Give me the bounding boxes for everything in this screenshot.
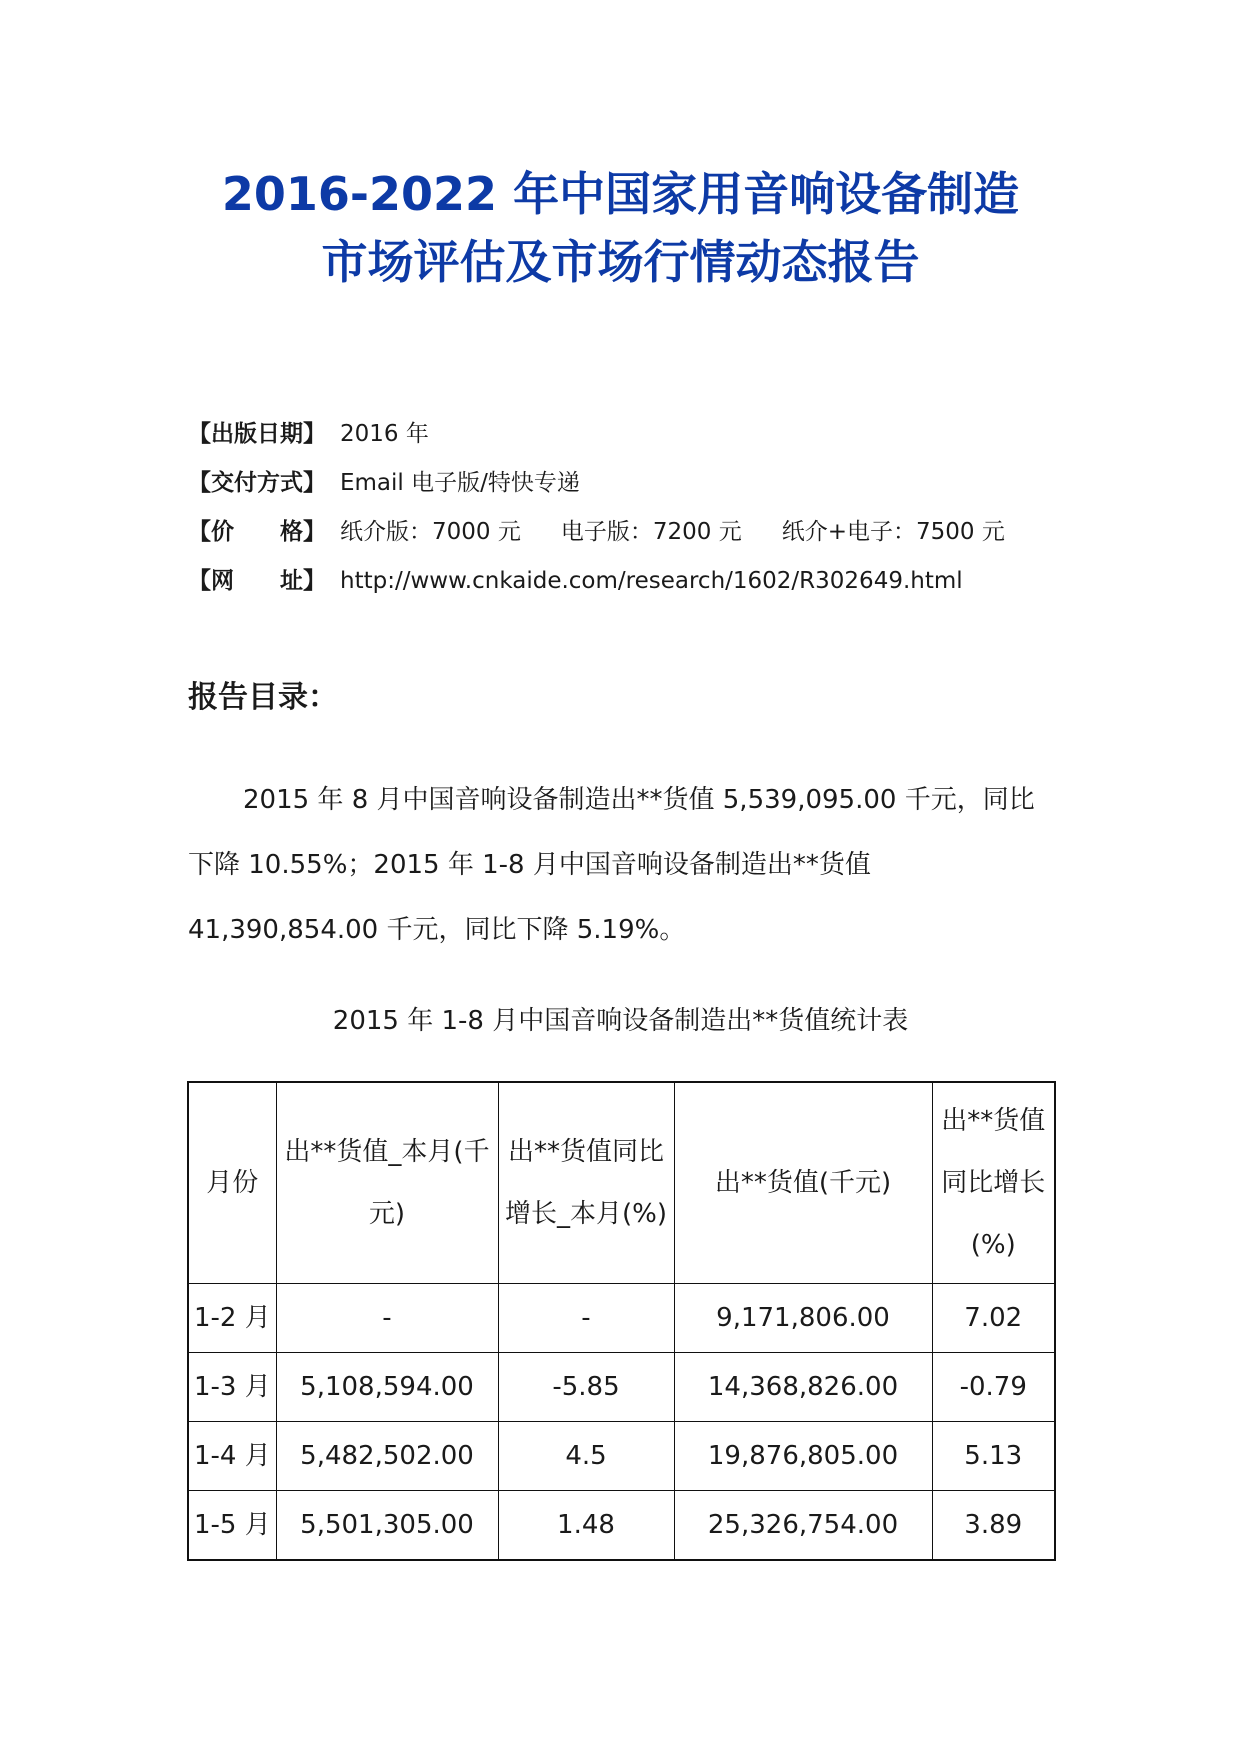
table-header-cell: 出**货值(千元) bbox=[674, 1082, 932, 1284]
statistics-table bbox=[187, 1081, 1056, 1561]
price-row bbox=[188, 508, 1005, 557]
delivery-method-value: Email 电子版/特快专递 bbox=[340, 470, 580, 496]
table-cell: 1-4 月 bbox=[188, 1422, 276, 1491]
table-header-cell: 出**货值同比增长(%) bbox=[932, 1082, 1055, 1284]
report-title-line-1: 2016-2022 年中国家用音响设备制造 bbox=[221, 167, 1020, 221]
table-cell: 1-2 月 bbox=[188, 1284, 276, 1353]
table-row bbox=[188, 1353, 1055, 1422]
report-title-line-2: 市场评估及市场行情动态报告 bbox=[321, 235, 920, 289]
summary-paragraph: 2015 年 8 月中国音响设备制造出**货值 5,539,095.00 千元，同比下降 10.55%；2015 年 1-8 月中国音响设备制造出**货值 41,390,854.00 千元，同比下降 5.19%。 bbox=[188, 785, 1035, 945]
publish-date-value: 2016 年 bbox=[340, 421, 429, 447]
table-cell: - bbox=[498, 1284, 674, 1353]
table-cell: - bbox=[276, 1284, 498, 1353]
table-cell: 1-5 月 bbox=[188, 1491, 276, 1561]
table-row bbox=[188, 1422, 1055, 1491]
table-row bbox=[188, 1284, 1055, 1353]
table-header-row bbox=[188, 1082, 1055, 1284]
delivery-method-row bbox=[188, 459, 1005, 508]
table-cell: 9,171,806.00 bbox=[674, 1284, 932, 1353]
delivery-method-label: 【交付方式】 bbox=[188, 470, 326, 496]
table-row bbox=[188, 1491, 1055, 1561]
price-paper: 纸介版：7000 元 bbox=[340, 519, 521, 545]
publication-info bbox=[188, 410, 1005, 606]
table-cell: 3.89 bbox=[932, 1491, 1055, 1561]
table-cell: -5.85 bbox=[498, 1353, 674, 1422]
table-cell: 1-3 月 bbox=[188, 1353, 276, 1422]
website-label: 【网 址】 bbox=[188, 568, 326, 594]
table-caption: 2015 年 1-8 月中国音响设备制造出**货值统计表 bbox=[332, 1006, 909, 1036]
table-cell: 5,482,502.00 bbox=[276, 1422, 498, 1491]
price-label: 【价 格】 bbox=[188, 519, 326, 545]
website-url[interactable]: http://www.cnkaide.com/research/1602/R302649.html bbox=[340, 568, 963, 594]
table-cell: 19,876,805.00 bbox=[674, 1422, 932, 1491]
price-electronic: 电子版：7200 元 bbox=[560, 519, 742, 545]
table-cell: 5.13 bbox=[932, 1422, 1055, 1491]
table-cell: 1.48 bbox=[498, 1491, 674, 1561]
table-cell: -0.79 bbox=[932, 1353, 1055, 1422]
publish-date-row bbox=[188, 410, 1005, 459]
website-row bbox=[188, 557, 1005, 606]
table-header-cell: 出**货值同比增长_本月(%) bbox=[498, 1082, 674, 1284]
price-bundle: 纸介+电子：7500 元 bbox=[781, 519, 1005, 545]
table-header-cell: 出**货值_本月(千元) bbox=[276, 1082, 498, 1284]
section-heading: 报告目录： bbox=[188, 680, 338, 715]
table-cell: 7.02 bbox=[932, 1284, 1055, 1353]
table-header-cell: 月份 bbox=[188, 1082, 276, 1284]
table-cell: 25,326,754.00 bbox=[674, 1491, 932, 1561]
report-title bbox=[0, 160, 1241, 296]
publish-date-label: 【出版日期】 bbox=[188, 421, 326, 447]
table-cell: 5,501,305.00 bbox=[276, 1491, 498, 1561]
table-cell: 4.5 bbox=[498, 1422, 674, 1491]
table-cell: 5,108,594.00 bbox=[276, 1353, 498, 1422]
table-cell: 14,368,826.00 bbox=[674, 1353, 932, 1422]
